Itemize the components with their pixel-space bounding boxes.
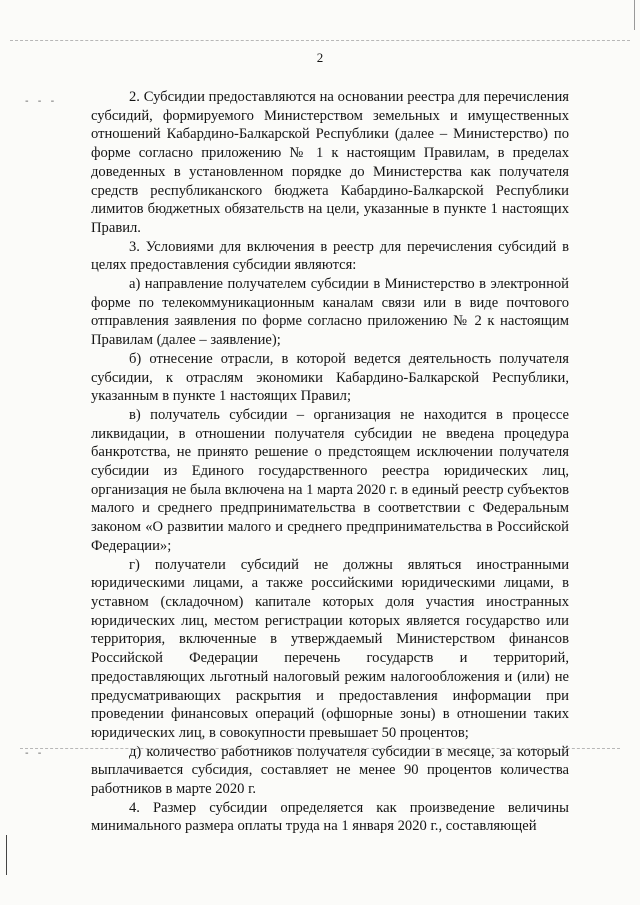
scan-artifact-left-edge (6, 835, 7, 875)
paragraph-3-conditions: 3. Условиями для включения в реестр для перечисления субсидий в целях предоставления субсидии являются: (91, 238, 569, 274)
paragraph-3b-industry: б) отнесение отрасли, в которой ведется деятельность получателя субсидии, к отраслям экономики Кабардино-Балкарской Республики, указанным в пункте 1 настоящих Правил; (91, 350, 569, 405)
paragraph-4-subsidy-amount: 4. Размер субсидии определяется как произведение величины минимального размера оплаты труда на 1 января 2020 г., составляющей (91, 799, 569, 835)
paragraph-2-subsidies-registry: 2. Субсидии предоставляются на основании реестра для перечисления субсидий, формируемого Министерством земельных и имущественных отношений Кабардино-Балкарской Республики (далее – Министерство) по форме согласно приложению № 1 к настоящим Правилам, в пределах доведенных в установленном порядке до Министерства как получателя средств республиканского бюджета Кабардино-Балкарской Республики лимитов бюджетных обязательств на цели, указанные в пункте 1 настоящих Правил. (91, 89, 569, 236)
scan-artifact-top-line (10, 40, 630, 41)
scan-artifact-right-edge (634, 0, 635, 30)
scan-artifact-left-dashes-2: - - (25, 748, 45, 759)
document-body (91, 88, 569, 836)
scan-artifact-left-dashes: - - - (25, 96, 58, 107)
paragraph-3d-employees: д) количество работников получателя субсидии в месяце, за который выплачивается субсидия, составляет не менее 90 процентов количества работников в марте 2020 г. (91, 743, 569, 798)
paragraph-3g-foreign-entities: г) получатели субсидий не должны являться иностранными юридическими лицами, а также российскими юридическими лицами, в уставном (складочном) капитале которых доля участия иностранных юридических лиц, местом регистрации которых является государство или территория, включенные в утверждаемый Министерством финансов Российской Федерации перечень государств и территорий, предоставляющих льготный налоговый режим налогообложения и (или) не предусматривающих раскрытия и предоставления информации при проведении финансовых операций (офшорные зоны) в отношении таких юридических лиц, в совокупности превышает 50 процентов; (91, 556, 569, 741)
paragraph-3a-application: а) направление получателем субсидии в Министерство в электронной форме по телекоммуникационным каналам связи или в виде почтового отправления заявления по форме согласно приложению № 2 к настоящим Правилам (далее – заявление); (91, 276, 569, 349)
page-number: 2 (316, 50, 324, 65)
paragraph-3v-liquidation: в) получатель субсидии – организация не находится в процессе ликвидации, в отношении получателя субсидии не введена процедура банкротства, не принято решение о предстоящем исключении получателя субсидии из Единого государственного реестра юридических лиц, организация не была включена на 1 марта 2020 г. в единый реестр субъектов малого и среднего предпринимательства в соответствии с Федеральным законом «О развитии малого и среднего предпринимательства в Российской Федерации»; (91, 406, 569, 554)
